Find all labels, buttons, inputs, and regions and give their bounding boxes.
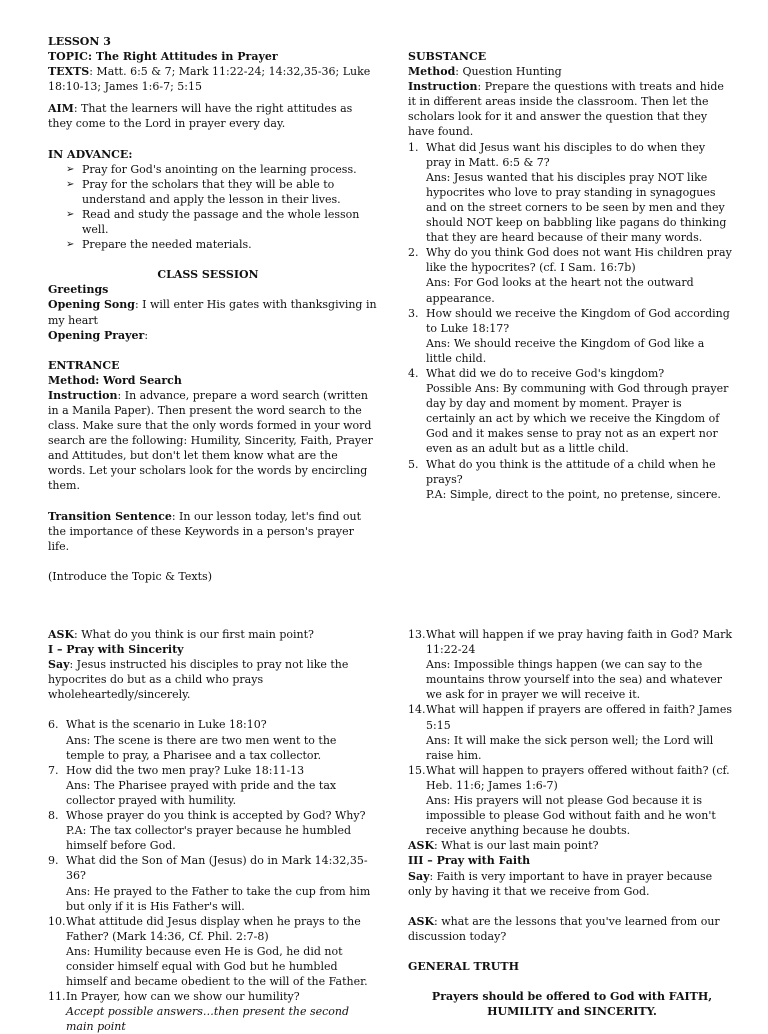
entrance-heading: ENTRANCE: [48, 358, 120, 372]
list-item: 2. Why do you think God does not want His children pray like the hypocrites? (cf. I Sam. 16:7b) Ans: For God looks at the heart not the outward appearance.: [408, 246, 732, 305]
question-list: [408, 140, 733, 502]
ask-lessons: ASK: what are the lessons that you've learned from our discussion today?: [408, 914, 720, 943]
list-item: 14. What will happen if prayers are offered in faith? James 5:15 Ans: It will make the sick person well; the Lord will raise him.: [408, 703, 732, 762]
general-truth-statement: Prayers should be offered to God with FAITH, HUMILITY and SINCERITY.: [431, 989, 713, 1019]
list-item: ➢ Read and study the passage and the whole lesson well.: [66, 207, 378, 237]
ask-last-point: ASK: What is our last main point?: [408, 839, 599, 853]
opening-prayer: Opening Prayer:: [48, 328, 149, 342]
bottom-right-column: [408, 627, 736, 1019]
ask-first-point: ASK: What do you think is our first main point?: [48, 628, 314, 641]
say-text: Say: Jesus instructed his disciples to pray not like the hypocrites do but as a child who prays wholeheartedly/sincerely.: [48, 658, 349, 702]
list-item: 6. What is the scenario in Luke 18:10? Ans: The scene is there are two men went to the temple to pray, a Pharisee and a tax collector.: [48, 718, 337, 762]
question-list: [408, 627, 736, 838]
opening-song: Opening Song: I will enter His gates with thanksgiving in my heart: [48, 298, 377, 327]
texts-line: TEXTS: Matt. 6:5 & 7; Mark 11:22-24; 14:32,35-36; Luke 18:10-13; James 1:6-7; 5:15: [48, 65, 371, 94]
list-item: ➢ Prepare the needed materials.: [66, 237, 378, 252]
point-heading: III – Pray with Faith: [408, 854, 531, 868]
point-heading: I – Pray with Sincerity: [48, 643, 184, 657]
list-item: 7. How did the two men pray? Luke 18:11-13 Ans: The Pharisee prayed with pride and the tax collector prayed with humility.: [48, 763, 337, 807]
in-advance-list: [48, 162, 378, 253]
list-item: 11. In Prayer, how can we show our humility? Accept possible answers…then present the second main point: [48, 990, 350, 1034]
lesson-number: LESSON 3: [48, 35, 111, 48]
bottom-left-column: [48, 627, 373, 1034]
substance-heading: SUBSTANCE: [408, 50, 487, 63]
list-item: 1. What did Jesus want his disciples to do when they pray in Matt. 6:5 & 7? Ans: Jesus wanted that his disciples pray NOT like hypocrites who love to pray standing in synagogues and on the street corners to be seen by men and they should NOT keep on babbling like pagans do thinking that they are heard because of their many words.: [408, 140, 727, 245]
list-item: 15. What will happen to prayers offered without faith? (cf. Heb. 11:6; James 1:6-7) Ans: His prayers will not please God because it is impossible to please God without faith and he won't receive anything because he doubts.: [408, 763, 730, 838]
substance-method: Method: Question Hunting: [408, 65, 562, 79]
aim: AIM: That the learners will have the right attitudes as they come to the Lord in prayer every day.: [48, 102, 353, 131]
list-item: ➢ Pray for God's anointing on the learning process.: [66, 162, 378, 177]
list-item: 4. What did we do to receive God's kingdom? Possible Ans: By communing with God through prayer day by day and moment by moment. Prayer is certainly an act by which we receive the Kingdom of God and it makes sense to pray not as an expert nor even as an adult but as a little child.: [408, 366, 729, 456]
list-item: 9. What did the Son of Man (Jesus) do in Mark 14:32,35-36? Ans: He prayed to the Father to take the cup from him but only if it is His Father's will.: [48, 854, 371, 913]
greetings: Greetings: [48, 283, 109, 297]
top-right-column: [408, 49, 733, 502]
list-item: 3. How should we receive the Kingdom of God according to Luke 18:17? Ans: We should receive the Kingdom of God like a little child.: [408, 306, 730, 365]
list-item: ➢ Pray for the scholars that they will be able to understand and apply the lesson in their lives.: [66, 177, 378, 207]
list-item: 8. Whose prayer do you think is accepted by God? Why? P.A: The tax collector's prayer because he humbled himself before God.: [48, 809, 366, 853]
entrance-method: Method: Word Search: [48, 373, 182, 387]
list-item: 13. What will happen if we pray having faith in God? Mark 11:22-24 Ans: Impossible things happen (we can say to the mountains throw yourself into the sea) and whatever we ask for in prayer we will receive it.: [408, 628, 733, 702]
substance-instruction: Instruction: Prepare the questions with treats and hide it in different areas inside the classroom. Then let the scholars look for it and answer the question that they have found.: [408, 80, 724, 139]
say-text: Say: Faith is very important to have in prayer because only by having it that we receive from God.: [408, 869, 713, 898]
class-session-heading: CLASS SESSION: [157, 268, 259, 282]
question-list: [48, 717, 373, 1034]
transition-sentence: Transition Sentence: In our lesson today, let's find out the importance of these Keywords in a person's prayer life.: [48, 509, 362, 553]
general-truth-heading: GENERAL TRUTH: [408, 959, 519, 973]
list-item: 10. What attitude did Jesus display when he prays to the Father? (Mark 14:36, Cf. Phil. 2:7-8) Ans: Humility because even He is God, he did not consider himself equal with God but he humbled himself and became obedient to the will of the Father.: [48, 914, 368, 989]
entrance-instruction: Instruction: In advance, prepare a word search (written in a Manila Paper). Then present the word search to the class. Make sure that the only words formed in your word search are the following: Humility, Sincerity, Faith, Prayer and Attitudes, but don't let them know what are the words. Let your scholars look for the words by encircling them.: [48, 388, 373, 493]
in-advance-heading: IN ADVANCE:: [48, 147, 133, 161]
topic-line: TOPIC: The Right Attitudes in Prayer: [48, 50, 278, 64]
top-left-column: [48, 34, 378, 584]
introduce-note: (Introduce the Topic & Texts): [48, 569, 212, 583]
list-item: 5. What do you think is the attitude of a child when he prays? P.A: Simple, direct to the point, no pretense, sincere.: [408, 457, 721, 501]
